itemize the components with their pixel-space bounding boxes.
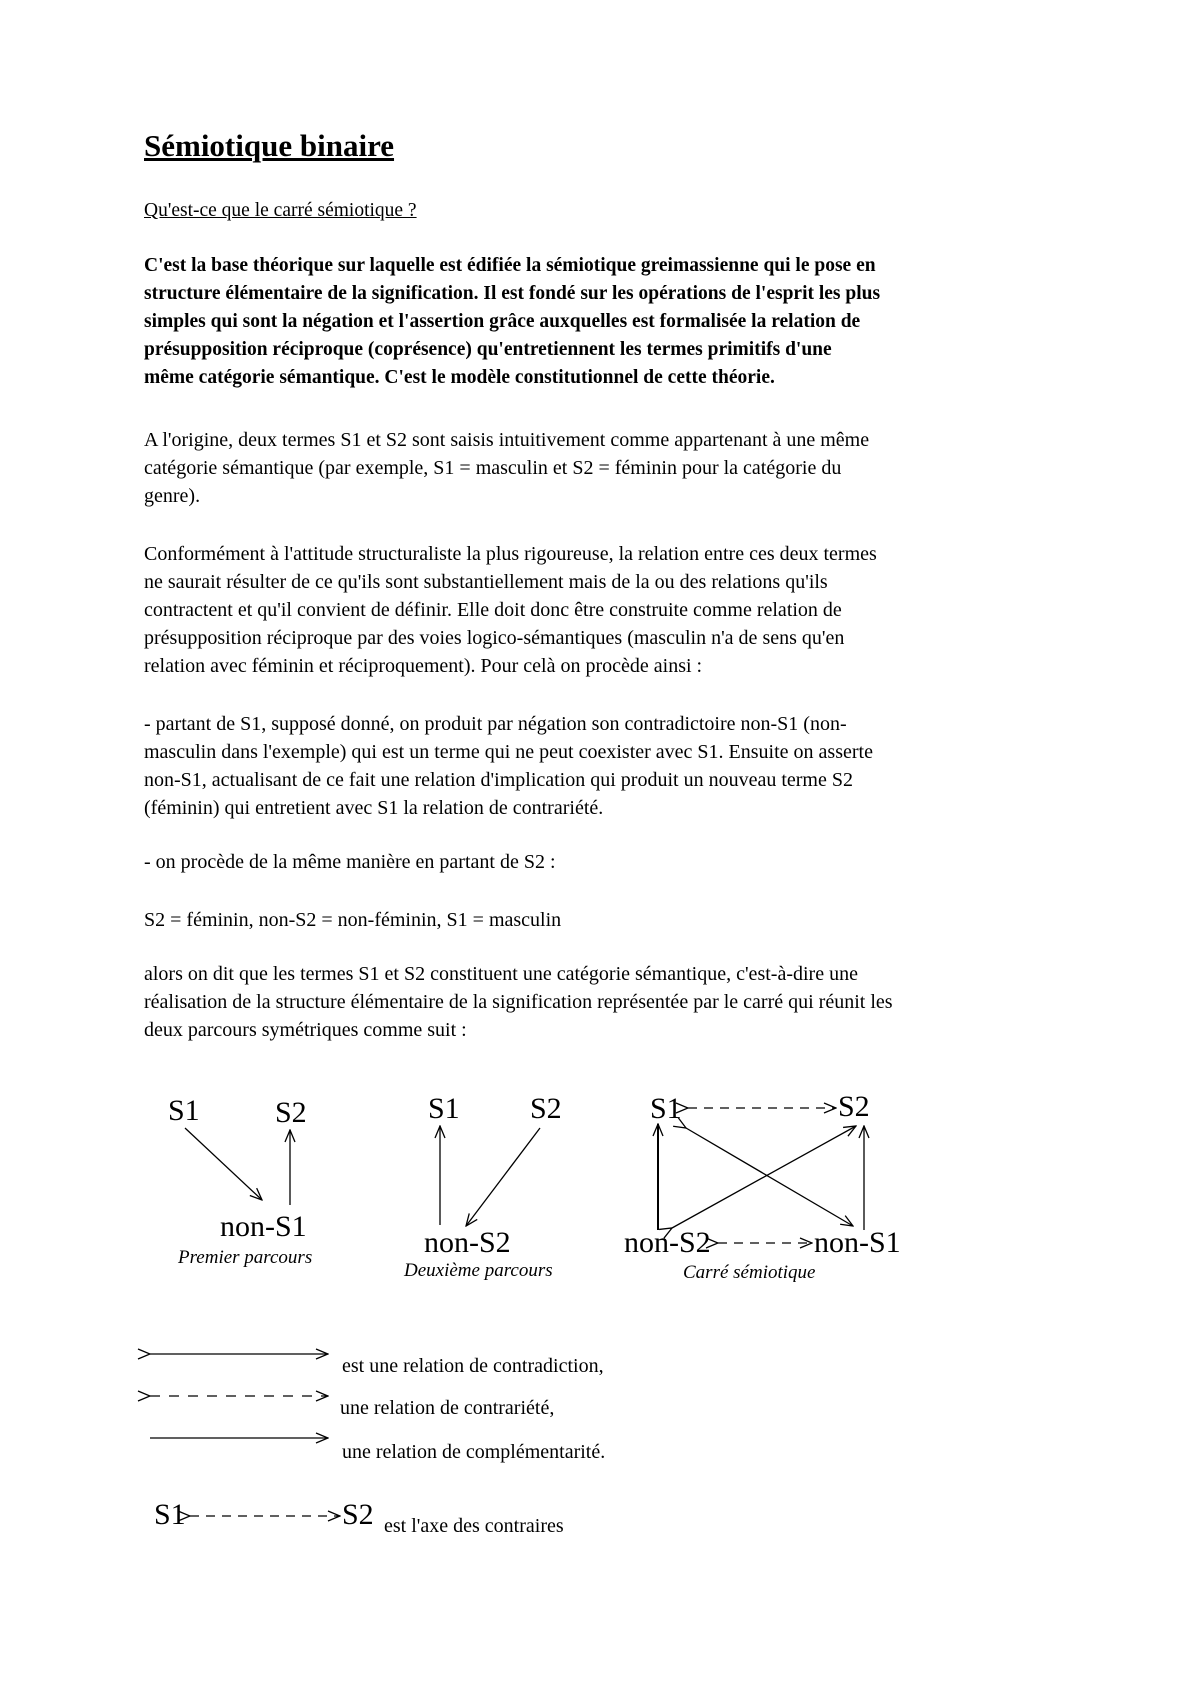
- axis-s2-label: S2: [342, 1498, 374, 1531]
- paragraph-line: genre).: [144, 485, 201, 507]
- paragraph-line: contractent et qu'il convient de définir. Elle doit donc être construite comme relation de: [144, 599, 842, 621]
- diagram-deuxieme-parcours: [403, 1092, 562, 1281]
- paragraph-line: - partant de S1, supposé donné, on produit par négation son contradictoire non-S1 (non-: [144, 713, 847, 735]
- diagram3-bottom-right-label: non-S1: [814, 1226, 901, 1259]
- diagram3-bottom-left-label: non-S2: [624, 1226, 711, 1259]
- diagram3-contradiction-s2: [672, 1126, 856, 1228]
- legend-contrariety-text: une relation de contrariété,: [340, 1397, 555, 1419]
- intro-line: présupposition réciproque (coprésence) qu'entretiennent les termes primitifs d'une: [144, 339, 832, 360]
- diagram1-negation-arrow: [185, 1128, 262, 1200]
- diagram1-caption: Premier parcours: [178, 1247, 313, 1268]
- diagram2-s1-label: S1: [428, 1092, 460, 1125]
- diagram3-s2-label: S2: [838, 1090, 870, 1123]
- paragraph-line: A l'origine, deux termes S1 et S2 sont saisis intuitivement comme appartenant à une même: [144, 429, 870, 451]
- diagram-premier-parcours: [168, 1094, 312, 1268]
- diagram2-bottom-label: non-S2: [424, 1226, 511, 1259]
- intro-line: C'est la base théorique sur laquelle est édifiée la sémiotique greimassienne qui le pose en: [144, 255, 876, 276]
- diagram1-bottom-label: non-S1: [220, 1210, 307, 1243]
- legend: [150, 1354, 605, 1463]
- diagram2-s2-label: S2: [530, 1092, 562, 1125]
- diagram3-caption: Carré sémiotique: [683, 1262, 816, 1283]
- diagram2-caption: Deuxième parcours: [404, 1260, 553, 1281]
- diagram1-s1-label: S1: [168, 1094, 200, 1127]
- paragraph-line: masculin dans l'exemple) qui est un terme qui ne peut coexister avec S1. Ensuite on asserte: [144, 741, 873, 763]
- intro-line: même catégorie sémantique. C'est le modèle constitutionnel de cette théorie.: [144, 367, 775, 388]
- diagram2-negation-arrow: [466, 1128, 540, 1226]
- axis-text: est l'axe des contraires: [384, 1515, 564, 1537]
- intro-line: simples qui sont la négation et l'assertion grâce auxquelles est formalisée la relation de: [144, 311, 861, 332]
- paragraph-line: relation avec féminin et réciproquement). Pour celà on procède ainsi :: [144, 655, 703, 677]
- section-question: Qu'est-ce que le carré sémiotique ?: [144, 200, 417, 221]
- paragraph-line: (féminin) qui entretient avec S1 la relation de contrariété.: [144, 797, 604, 819]
- diagram1-s2-label: S2: [275, 1096, 307, 1129]
- paragraph-line: alors on dit que les termes S1 et S2 constituent une catégorie sémantique, c'est-à-dire une: [144, 963, 858, 985]
- paragraph-line: catégorie sémantique (par exemple, S1 = masculin et S2 = féminin pour la catégorie du: [144, 457, 842, 479]
- paragraph-line: Conformément à l'attitude structuraliste la plus rigoureuse, la relation entre ces deux termes: [144, 543, 877, 565]
- intro-line: structure élémentaire de la signification. Il est fondé sur les opérations de l'esprit les plus: [144, 283, 881, 304]
- axis-of-contraries: [154, 1498, 564, 1537]
- diagram3-contradiction-s1: [686, 1128, 853, 1226]
- paragraph-line: S2 = féminin, non-S2 = non-féminin, S1 = masculin: [144, 909, 562, 931]
- paragraph-line: réalisation de la structure élémentaire de la signification représentée par le carré qui réunit les: [144, 991, 893, 1013]
- axis-s1-label: S1: [154, 1498, 186, 1531]
- paragraph-line: présupposition réciproque par des voies logico-sémantiques (masculin n'a de sens qu'en: [144, 627, 845, 649]
- paragraph-line: - on procède de la même manière en partant de S2 :: [144, 851, 556, 873]
- paragraph-line: deux parcours symétriques comme suit :: [144, 1019, 467, 1041]
- legend-complementarity-text: une relation de complémentarité.: [342, 1441, 606, 1463]
- paragraph-line: non-S1, actualisant de ce fait une relation d'implication qui produit un nouveau terme S2: [144, 769, 853, 791]
- diagram-carre-semiotique: [624, 1090, 901, 1283]
- paragraph-line: ne saurait résulter de ce qu'ils sont substantiellement mais de la ou des relations qu'ils: [144, 571, 828, 593]
- diagram3-s1-label: S1: [650, 1092, 682, 1125]
- legend-contradiction-text: est une relation de contradiction,: [342, 1355, 604, 1377]
- page-title: Sémiotique binaire: [144, 128, 395, 163]
